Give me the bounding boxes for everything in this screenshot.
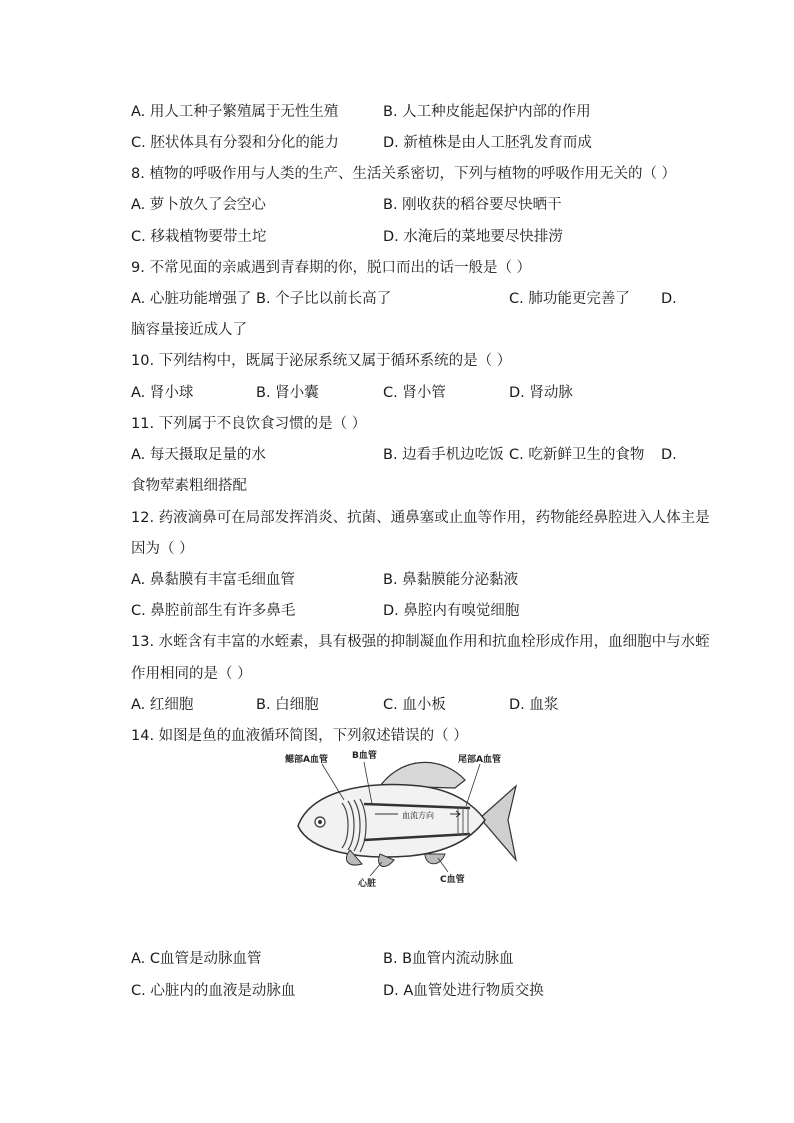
pelvic-fin	[425, 854, 445, 864]
q12-option-d: D. 鼻腔内有嗅觉细胞	[383, 603, 520, 619]
q13-option-a: A. 红细胞	[131, 697, 194, 713]
q12-option-c: C. 鼻腔前部生有许多鼻毛	[131, 603, 296, 619]
flow-direction-label: 血流方向	[402, 811, 434, 820]
q12-option-a: A. 鼻黏膜有丰富毛细血管	[131, 572, 295, 588]
q9-option-c: C. 肺功能更完善了	[509, 291, 630, 307]
q9-stem: 9. 不常见面的亲戚遇到青春期的你，脱口而出的话一般是（ ）	[131, 260, 532, 276]
q7-option-d: D. 新植株是由人工胚乳发育而成	[383, 135, 592, 151]
fish-circulation-figure	[280, 748, 520, 898]
q10-option-d: D. 肾动脉	[509, 385, 573, 401]
q13-option-d: D. 血浆	[509, 697, 559, 713]
tail-vessel-label: 尾部A血管	[458, 755, 501, 765]
q14-stem: 14. 如图是鱼的血液循环简图，下列叙述错误的（ ）	[131, 728, 468, 744]
q8-option-c: C. 移栽植物要带土坨	[131, 229, 267, 245]
q9-option-d-text: 脑容量接近成人了	[131, 322, 247, 338]
q7-option-a: A. 用人工种子繁殖属于无性生殖	[131, 104, 339, 120]
gill-vessel-label: 鳃部A血管	[285, 755, 328, 765]
q11-option-d-label: D.	[661, 447, 677, 463]
q10-option-a: A. 肾小球	[131, 385, 194, 401]
q10-option-c: C. 肾小管	[383, 385, 446, 401]
heart-label: 心脏	[358, 879, 377, 889]
q11-option-c: C. 吃新鲜卫生的食物	[509, 447, 645, 463]
q10-option-b: B. 肾小囊	[256, 385, 319, 401]
q8-option-b: B. 刚收获的稻谷要尽快晒干	[383, 197, 562, 213]
q12-stem-cont: 因为（ ）	[131, 541, 194, 557]
fish-circulation-diagram	[280, 748, 520, 898]
tail-fin	[480, 786, 516, 860]
q9-option-ab: A. 心脏功能增强了 B. 个子比以前长高了	[131, 291, 392, 307]
q14-option-c: C. 心脏内的血液是动脉血	[131, 983, 296, 999]
q14-option-b: B. B血管内流动脉血	[383, 951, 514, 967]
q8-option-d: D. 水淹后的菜地要尽快排涝	[383, 229, 563, 245]
b-vessel-label: B血管	[352, 751, 377, 761]
q14-option-d: D. A血管处进行物质交换	[383, 983, 544, 999]
q12-stem: 12. 药液滴鼻可在局部发挥消炎、抗菌、通鼻塞或止血等作用，药物能经鼻腔进入人体主是	[131, 510, 710, 526]
q13-option-b: B. 白细胞	[256, 697, 319, 713]
q12-option-b: B. 鼻黏膜能分泌黏液	[383, 572, 519, 588]
q7-option-b: B. 人工种皮能起保护内部的作用	[383, 104, 591, 120]
q11-stem: 11. 下列属于不良饮食习惯的是（ ）	[131, 416, 367, 432]
q13-stem-cont: 作用相同的是（ ）	[131, 666, 252, 682]
q9-option-d-label: D.	[661, 291, 677, 307]
q8-stem: 8. 植物的呼吸作用与人类的生产、生活关系密切，下列与植物的呼吸作用无关的（ ）	[131, 166, 677, 182]
q8-option-a: A. 萝卜放久了会空心	[131, 197, 266, 213]
q13-stem: 13. 水蛭含有丰富的水蛭素，具有极强的抑制凝血作用和抗血栓形成作用，血细胞中与水蛭	[131, 634, 710, 650]
fish-body	[298, 785, 485, 857]
q11-option-d-text: 食物荤素粗细搭配	[131, 478, 247, 494]
c-vessel-label: C血管	[440, 875, 465, 885]
q10-stem: 10. 下列结构中，既属于泌尿系统又属于循环系统的是（ ）	[131, 353, 512, 369]
q7-option-c: C. 胚状体具有分裂和分化的能力	[131, 135, 339, 151]
q11-option-a: A. 每天摄取足量的水	[131, 447, 266, 463]
q13-option-c: C. 血小板	[383, 697, 446, 713]
q11-option-b: B. 边看手机边吃饭	[383, 447, 504, 463]
q14-option-a: A. C血管是动脉血管	[131, 951, 262, 967]
